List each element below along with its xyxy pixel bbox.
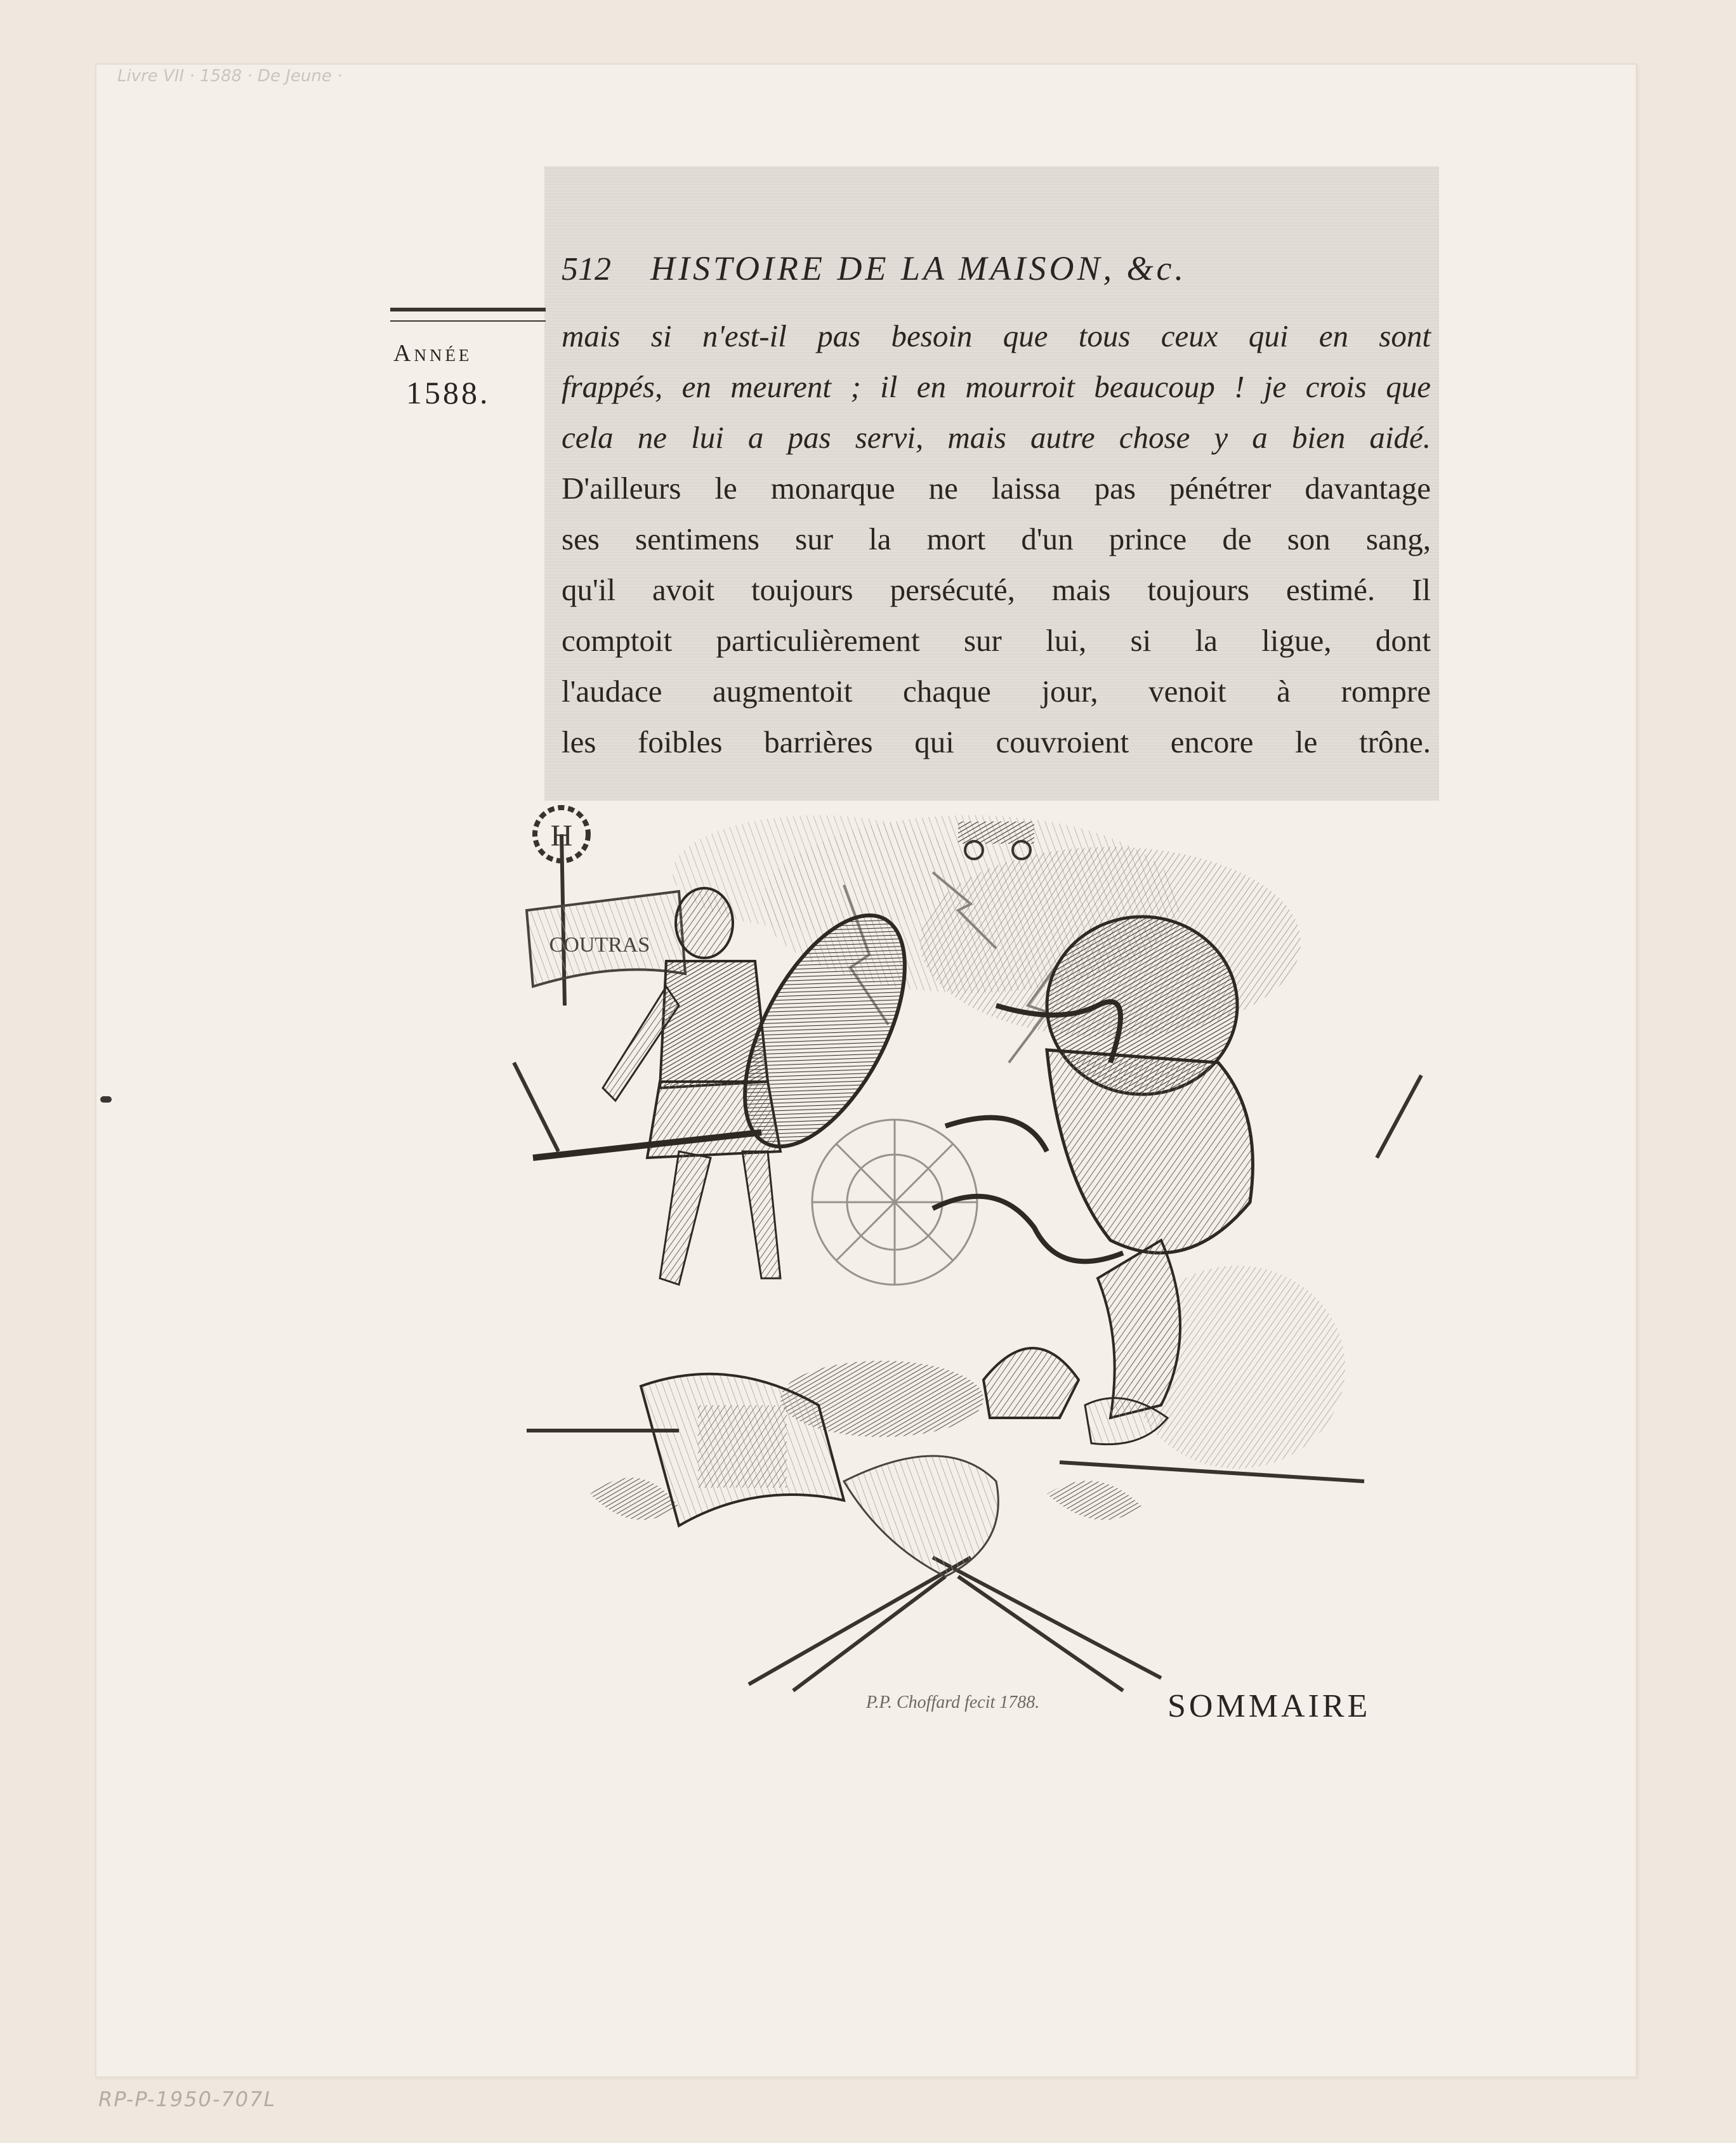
body-line: D'ailleurs le monarque ne laissa pas pénétrer davantage [562,471,1431,506]
body-line: cela ne lui a pas servi, mais autre chose y a bien aidé. [562,420,1431,455]
trophies-armour [780,1348,1167,1445]
banner-text: COUTRAS [549,933,650,957]
ink-spot [100,1096,112,1103]
body-line: qu'il avoit toujours persécuté, mais toujours estimé. Il [562,572,1431,607]
body-line: mais si n'est-il pas besoin que tous ceux qui en sont [562,318,1431,353]
year-value: 1588. [406,375,490,410]
engraver-signature: P.P. Choffard fecit 1788. [866,1693,1040,1712]
year-label: Année [393,340,473,367]
running-title: HISTOIRE DE LA MAISON, &c. [650,249,1187,287]
page-header [562,249,1431,299]
body-line: les foibles barrières qui couvroient encore le trône. [562,724,1431,759]
body-line: comptoit particulièrement sur lui, si la ligue, dont [562,623,1431,658]
body-line: ses sentimens sur la mort d'un prince de son sang, [562,521,1431,556]
pencil-annotation: Livre VII · 1588 · De Jeune · [117,67,343,86]
allegorical-engraving [489,796,1428,1697]
body-line: frappés, en meurent ; il en mourroit beaucoup ! je crois que [562,369,1431,404]
standard-monogram: H [550,819,573,853]
catchword: SOMMAIRE [1167,1688,1371,1724]
body-line: l'audace augmentoit chaque jour, venoit à rompre [562,674,1431,709]
margin-rule [390,308,546,322]
inventory-number: RP-P-1950-707L [98,2087,277,2111]
banner [527,891,685,986]
page-number: 512 [562,251,611,287]
